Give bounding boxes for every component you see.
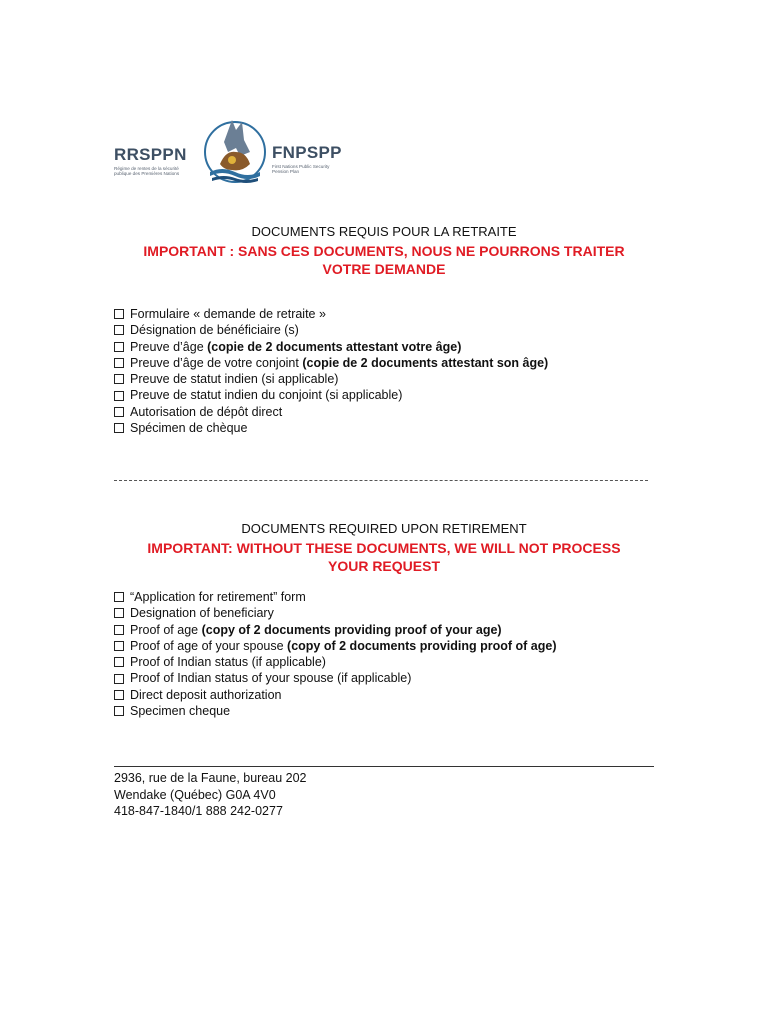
logo-right-name: FNPSPP — [272, 143, 342, 162]
list-item-text: Désignation de bénéficiaire (s) — [130, 323, 299, 338]
list-item — [114, 670, 654, 686]
address-block — [114, 770, 307, 820]
list-item — [114, 654, 654, 670]
checkbox-icon[interactable] — [114, 391, 124, 401]
english-important-notice: IMPORTANT: WITHOUT THESE DOCUMENTS, WE WILL NOT PROCESS YOUR REQUEST — [147, 540, 621, 574]
logo-left-subtitle: Régime de rentes de la sécurité publique des Premières Nations — [114, 166, 180, 177]
list-item — [114, 339, 654, 355]
list-item — [114, 355, 654, 371]
list-item — [114, 622, 654, 638]
list-item-text: Preuve d’âge de votre conjoint — [130, 355, 303, 370]
address-line-city: Wendake (Québec) G0A 4V0 — [114, 787, 276, 802]
list-item-text: Formulaire « demande de retraite » — [130, 307, 326, 321]
checkbox-icon[interactable] — [114, 358, 124, 368]
checkbox-icon[interactable] — [114, 641, 124, 651]
list-item — [114, 387, 654, 403]
list-item-bold-text: (copy of 2 documents providing proof of your age) — [201, 622, 502, 637]
logo-left-name: RRSPPN — [114, 145, 187, 164]
list-item-bold-text: (copie de 2 documents attestant son âge) — [302, 355, 549, 370]
english-heading: DOCUMENTS REQUIRED UPON RETIREMENT — [241, 521, 527, 536]
checkbox-icon[interactable] — [114, 325, 124, 335]
logo-right-text — [272, 144, 352, 175]
list-item-text: Preuve d’âge — [130, 339, 208, 354]
list-item-text: Designation of beneficiary — [130, 606, 274, 621]
dashed-divider — [114, 480, 648, 481]
list-item-text: Proof of Indian status (if applicable) — [130, 655, 326, 670]
list-item — [114, 322, 654, 338]
list-item — [114, 687, 654, 703]
french-document-list — [114, 306, 654, 436]
checkbox-icon[interactable] — [114, 625, 124, 635]
checkbox-icon[interactable] — [114, 374, 124, 384]
list-item-text: Proof of age of your spouse — [130, 638, 288, 653]
french-important-notice: IMPORTANT : SANS CES DOCUMENTS, NOUS NE POURRONS TRAITER VOTRE DEMANDE — [143, 243, 625, 277]
checkbox-icon[interactable] — [114, 592, 124, 602]
list-item — [114, 638, 654, 654]
list-item — [114, 371, 654, 387]
list-item — [114, 404, 654, 420]
checkbox-icon[interactable] — [114, 608, 124, 618]
address-line-street: 2936, rue de la Faune, bureau 202 — [114, 771, 307, 785]
list-item — [114, 420, 654, 436]
checkbox-icon[interactable] — [114, 674, 124, 684]
address-line-phone: 418-847-1840/1 888 242-0277 — [114, 804, 283, 818]
checkbox-icon[interactable] — [114, 706, 124, 716]
french-heading: DOCUMENTS REQUIS POUR LA RETRAITE — [251, 224, 517, 239]
english-section — [114, 521, 654, 719]
signature-rule — [114, 766, 654, 767]
list-item-text: Proof of age — [130, 622, 202, 637]
checkbox-icon[interactable] — [114, 309, 124, 319]
english-document-list — [114, 589, 654, 719]
list-item-text: Proof of Indian status of your spouse (if applicable) — [130, 671, 412, 686]
checkbox-icon[interactable] — [114, 657, 124, 667]
checkbox-icon[interactable] — [114, 690, 124, 700]
wolf-emblem-icon — [202, 112, 268, 192]
list-item-text: “Application for retirement” form — [130, 590, 306, 604]
list-item-bold-text: (copy of 2 documents providing proof of age) — [287, 638, 557, 653]
list-item — [114, 703, 654, 719]
list-item — [114, 306, 654, 322]
list-item-text: Direct deposit authorization — [130, 687, 282, 702]
list-item-text: Preuve de statut indien du conjoint (si applicable) — [130, 388, 403, 403]
french-section — [114, 224, 654, 436]
list-item-text: Autorisation de dépôt direct — [130, 404, 283, 419]
list-item-text: Specimen cheque — [130, 704, 231, 719]
list-item — [114, 589, 654, 605]
checkbox-icon[interactable] — [114, 342, 124, 352]
list-item — [114, 605, 654, 621]
logo — [114, 112, 344, 192]
list-item-bold-text: (copie de 2 documents attestant votre âge) — [207, 339, 462, 354]
list-item-text: Preuve de statut indien (si applicable) — [130, 372, 339, 387]
logo-left-text — [114, 146, 200, 177]
checkbox-icon[interactable] — [114, 423, 124, 433]
logo-right-subtitle: First Nations Public Security Pension Plan — [272, 164, 330, 175]
list-item-text: Spécimen de chèque — [130, 421, 248, 436]
checkbox-icon[interactable] — [114, 407, 124, 417]
